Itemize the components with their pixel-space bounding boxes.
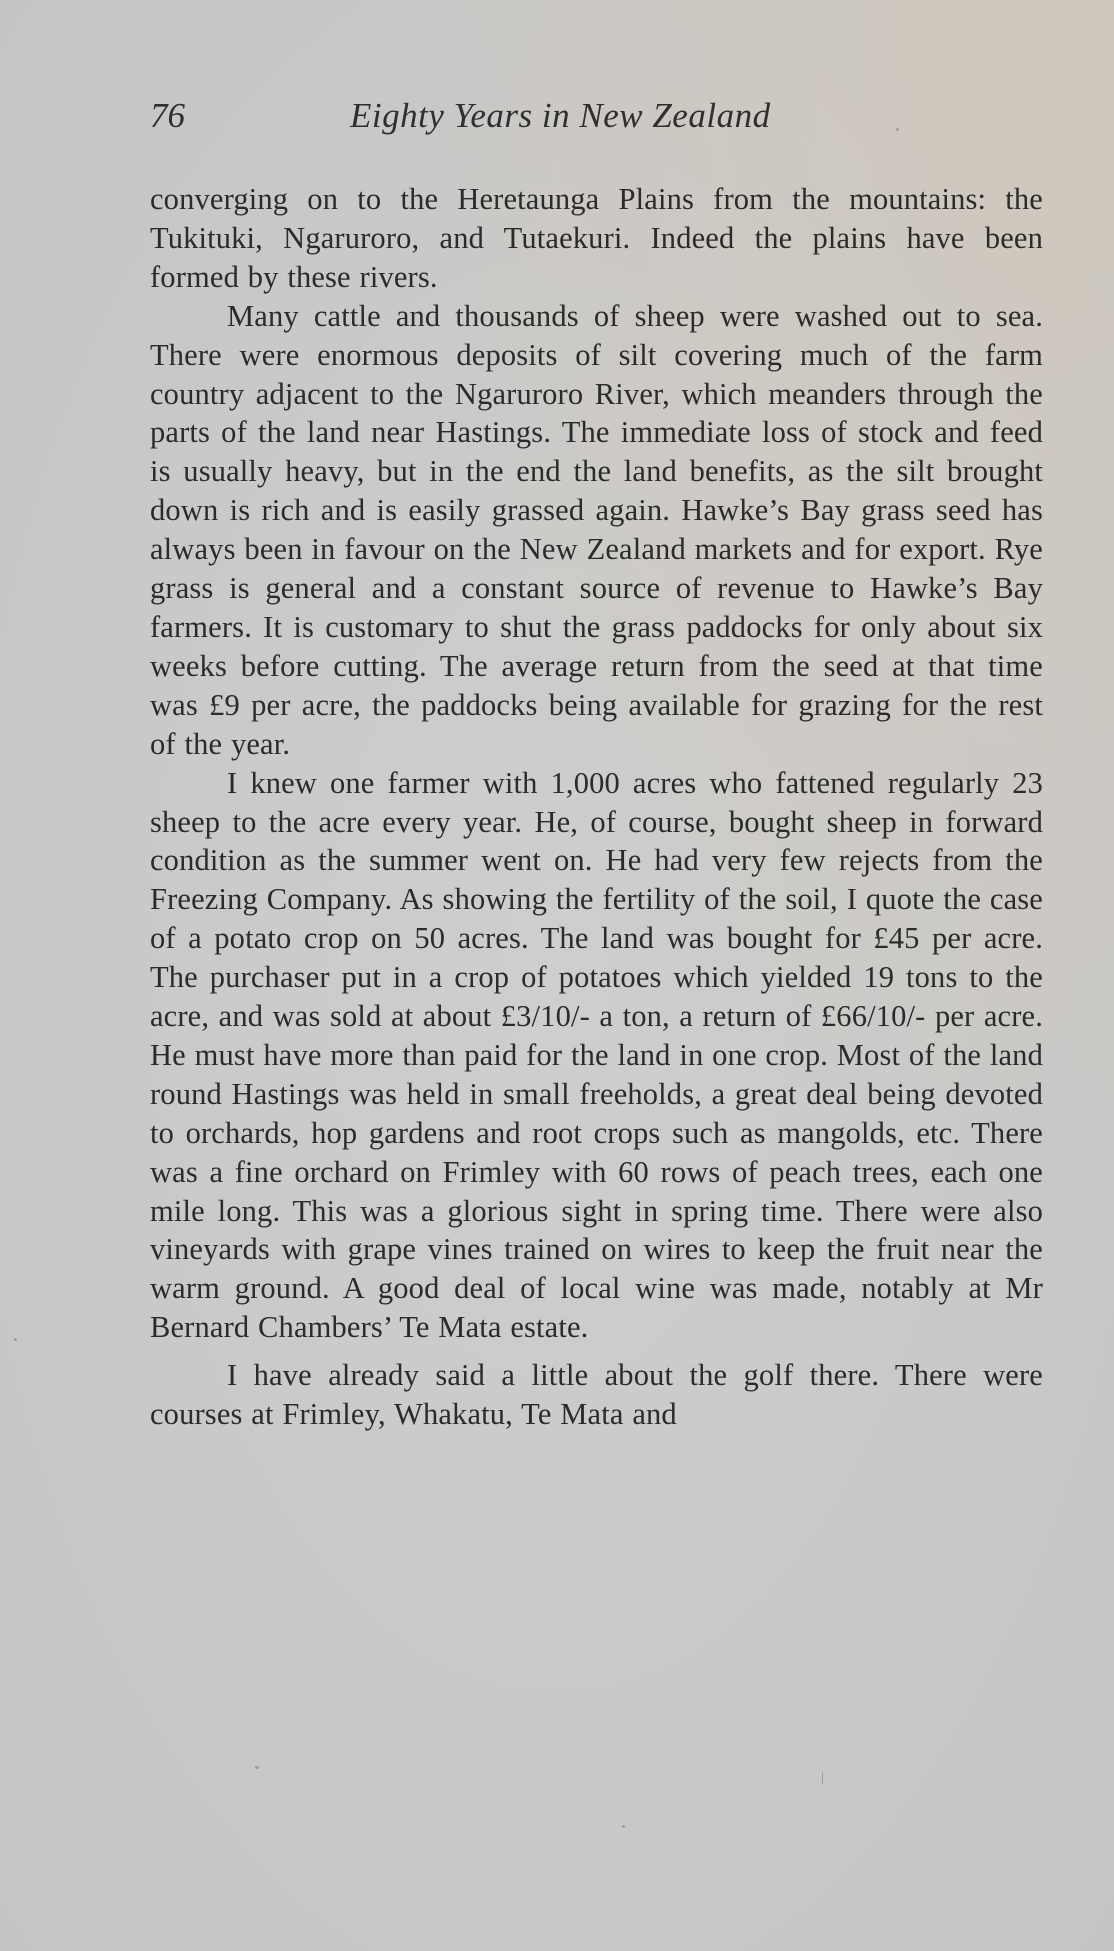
paragraph: converging on to the Heretaunga Plains from the mountains: the Tukituki, Ngaruroro, and Tutaekuri. Indeed the plains have been formed by these rivers.: [150, 182, 1043, 294]
paragraph: Many cattle and thousands of sheep were washed out to sea. There were enormous deposits of silt covering much of the farm country adjacent to the Ngaruroro River, which meanders through the parts of the land near Hastings. The immediate loss of stock and feed is usually heavy, but in the end the land benefits, as the silt brought down is rich and is easily grassed again. Hawke’s Bay grass seed has always been in favour on the New Zealand markets and for export. Rye grass is general and a constant source of revenue to Hawke’s Bay farmers. It is customary to shut the grass paddocks for only about six weeks before cutting. The average return from the seed at that time was £9 per acre, the paddocks being available for grazing for the rest of the year.: [150, 298, 1043, 761]
running-title: Eighty Years in New Zealand: [350, 96, 771, 135]
paragraph: I knew one farmer with 1,000 acres who fattened regularly 23 sheep to the acre every year. He, of course, bought sheep in forward condition as the summer went on. He had very few rejects from the Freezing Company. As showing the fertility of the soil, I quote the case of a potato crop on 50 acres. The land was bought for £45 per acre. The purchaser put in a crop of potatoes which yielded 19 tons to the acre, and was sold at about £3/10/- a ton, a return of £66/10/- per acre. He must have more than paid for the land in one crop. Most of the land round Hastings was held in small freeholds, a great deal being devoted to orchards, hop gardens and root crops such as mangolds, etc. There was a fine orchard on Frimley with 60 rows of peach trees, each one mile long. This was a glorious sight in spring time. There were also vineyards with grape vines trained on wires to keep the fruit near the warm ground. A good deal of local wine was made, notably at Mr Bernard Chambers’ Te Mata estate.: [150, 765, 1043, 1345]
paper-speck: [14, 1338, 17, 1341]
paper-speck: [822, 1772, 823, 1784]
paper-speck: [255, 1766, 259, 1769]
paper-speck: [622, 1825, 625, 1828]
paper-speck: [896, 128, 899, 131]
page-number: 76: [150, 96, 185, 135]
paragraph: I have already said a little about the golf there. There were courses at Frimley, Whakatu, Te Mata and: [150, 1358, 1043, 1432]
page-header: [150, 96, 910, 146]
body-text: [150, 180, 1043, 1434]
